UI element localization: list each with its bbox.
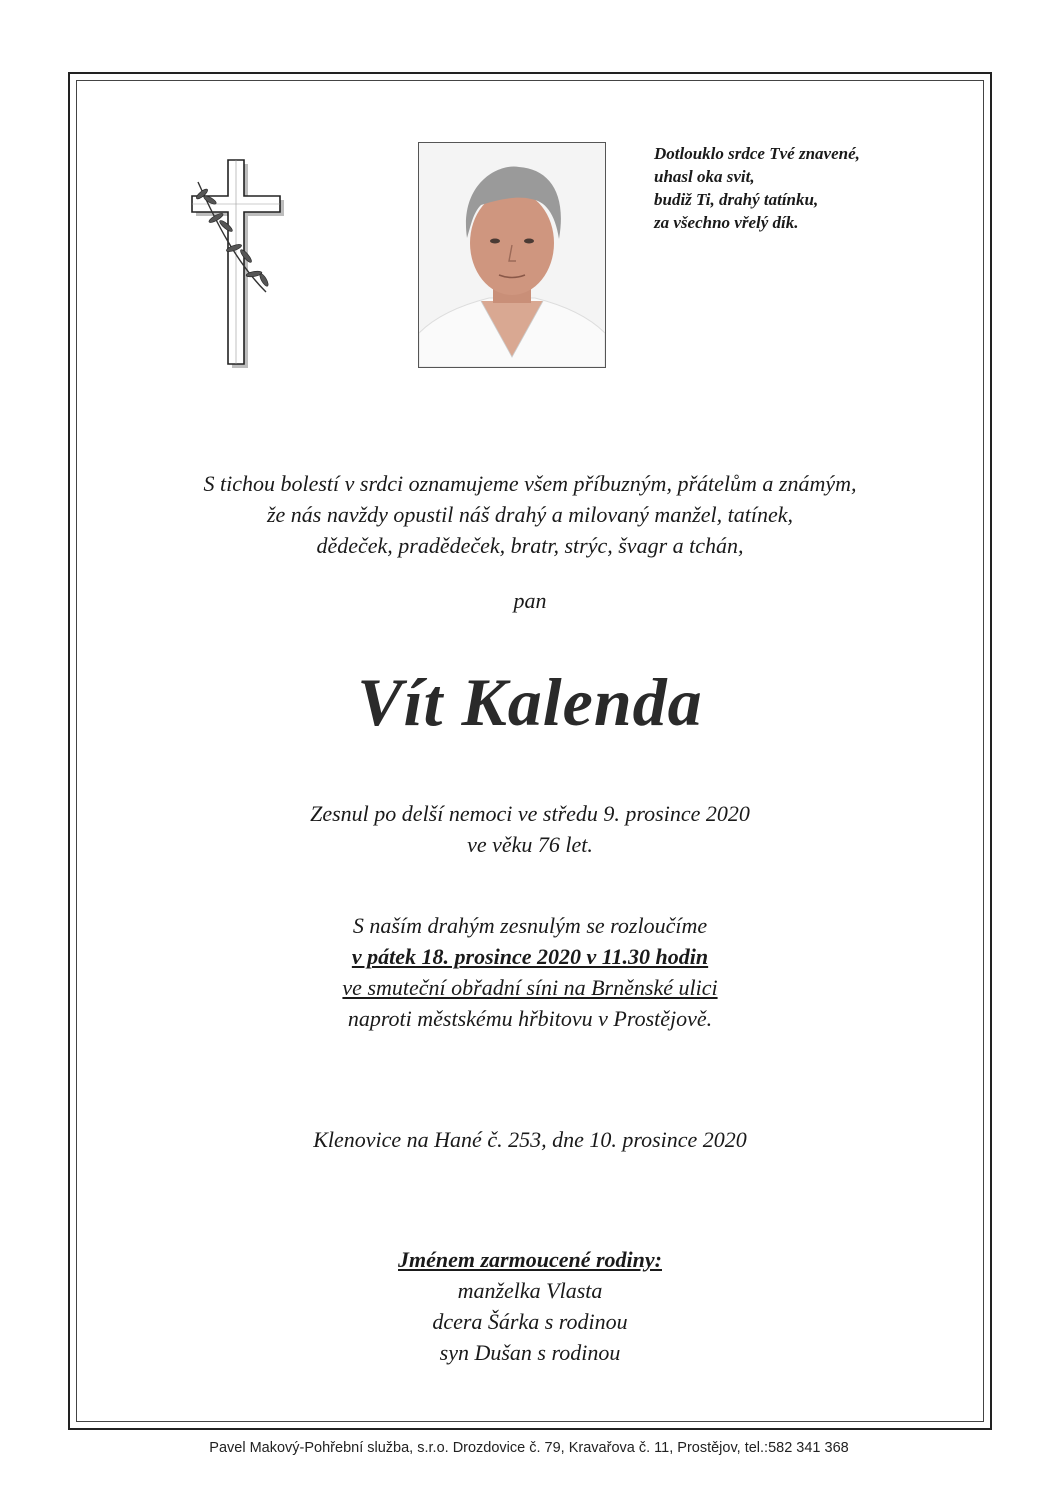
- verse-line: Dotlouklo srdce Tvé znavené,: [654, 144, 860, 163]
- verse-line: uhasl oka svit,: [654, 167, 755, 186]
- portrait-figure: [419, 143, 605, 367]
- farewell-location: naproti městskému hřbitovu v Prostějově.: [347, 1006, 713, 1031]
- family-member: syn Dušan s rodinou: [439, 1340, 621, 1365]
- death-line: ve věku 76 let.: [467, 832, 593, 857]
- announcement-line: S tichou bolestí v srdci oznamujeme všem příbuzným, přátelům a známým,: [203, 471, 857, 496]
- family-block: [90, 1244, 970, 1368]
- portrait-photo: [418, 142, 606, 368]
- death-line: Zesnul po delší nemoci ve středu 9. prosince 2020: [310, 801, 750, 826]
- family-member: manželka Vlasta: [457, 1278, 603, 1303]
- farewell-datetime: v pátek 18. prosince 2020 v 11.30 hodin: [351, 944, 709, 969]
- family-heading: Jménem zarmoucené rodiny:: [398, 1247, 662, 1272]
- announcement-line: že nás navždy opustil náš drahý a milovaný manžel, tatínek,: [266, 502, 794, 527]
- funeral-service-footer: Pavel Makový-Pohřební služba, s.r.o. Drozdovice č. 79, Kravařova č. 11, Prostějov, tel.:582 341 368: [209, 1440, 849, 1456]
- family-member: dcera Šárka s rodinou: [432, 1309, 628, 1334]
- death-info: [90, 798, 970, 860]
- place-date: Klenovice na Hané č. 253, dne 10. prosince 2020: [313, 1127, 747, 1152]
- memorial-verse: [654, 142, 954, 234]
- deceased-name: Vít Kalenda: [357, 664, 703, 740]
- farewell-intro: S naším drahým zesnulým se rozloučíme: [352, 913, 708, 938]
- verse-line: za všechno vřelý dík.: [654, 213, 799, 232]
- farewell-info: [90, 910, 970, 1034]
- cross-icon: [176, 152, 286, 370]
- verse-line: budiž Ti, drahý tatínku,: [654, 190, 819, 209]
- farewell-venue: ve smuteční obřadní síni na Brněnské ulici: [342, 975, 718, 1000]
- announcement-line: dědeček, pradědeček, bratr, strýc, švagr a tchán,: [316, 533, 744, 558]
- announcement-text: [90, 468, 970, 561]
- honorific: pan: [513, 588, 547, 613]
